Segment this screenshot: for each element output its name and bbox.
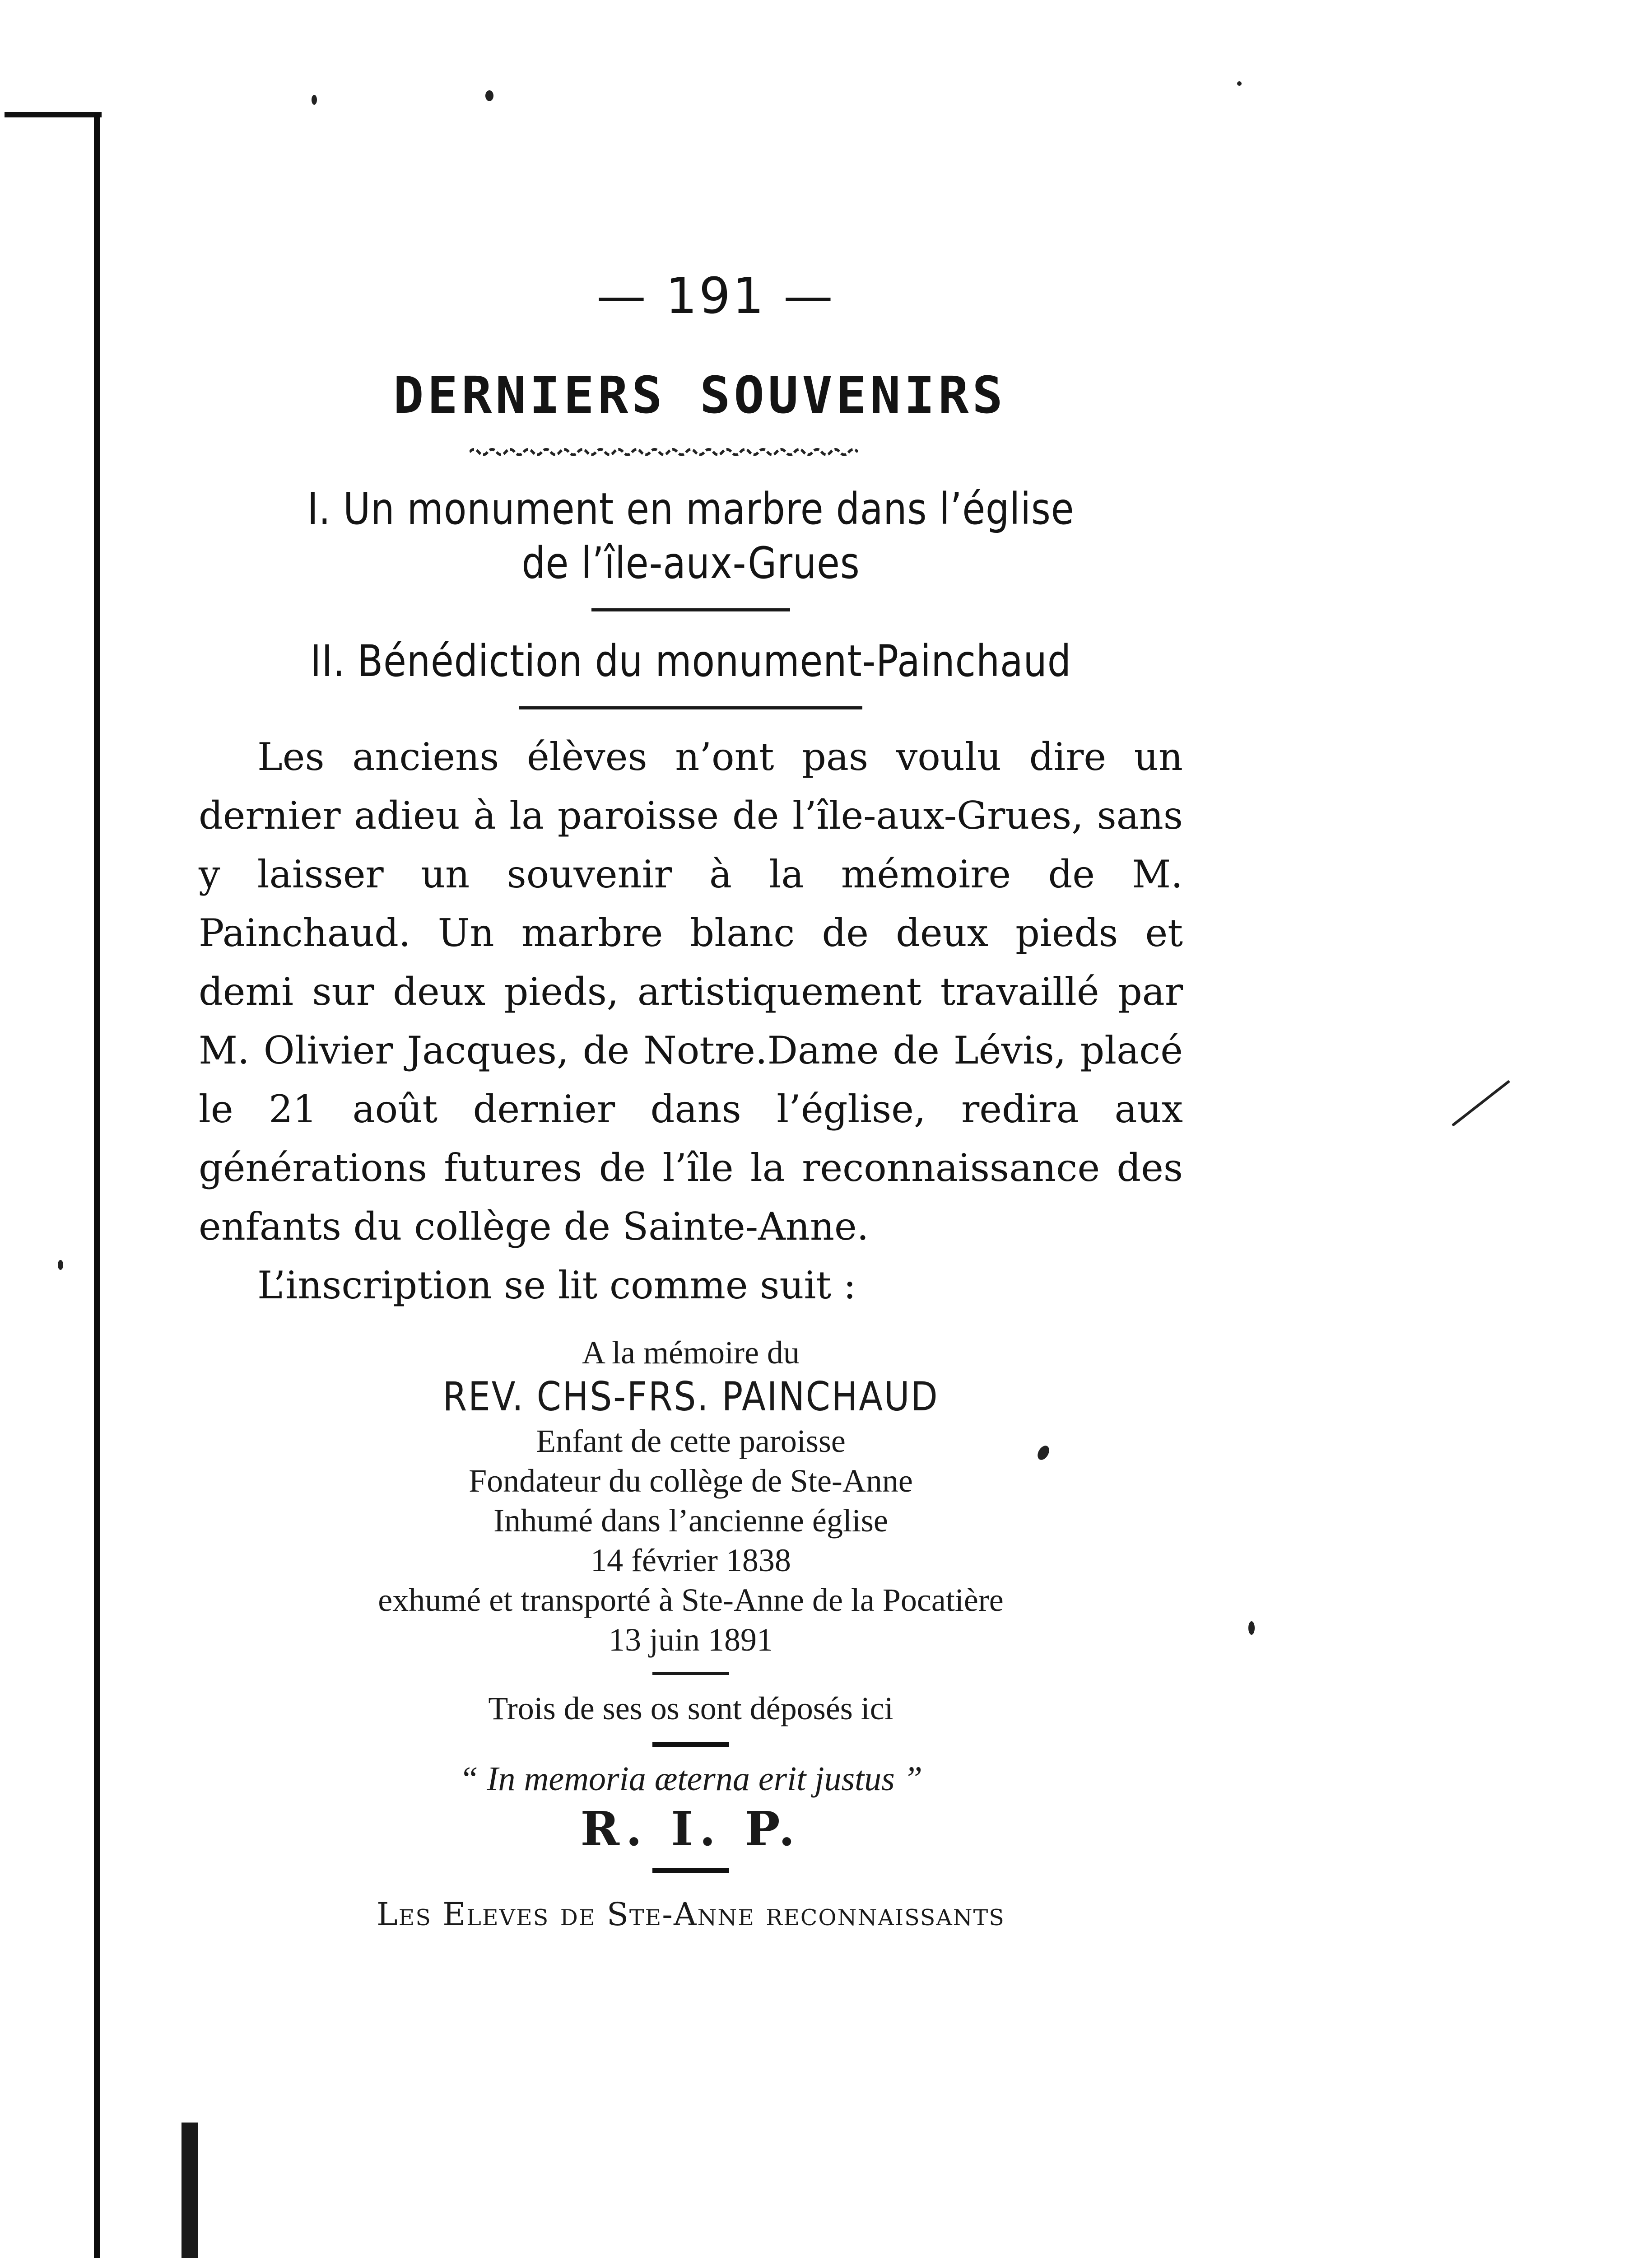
inscription-line: Enfant de cette paroisse: [536, 1423, 846, 1459]
paragraph: L’inscription se lit comme suit :: [257, 1263, 856, 1307]
inscription-line: 14 février 1838: [591, 1542, 791, 1578]
body-text: [199, 728, 1183, 1315]
inscription-divider: [652, 1742, 729, 1747]
inscription-latin: “ In memoria æterna erit justus ”: [459, 1760, 923, 1798]
heading-first-line1: I. Un monument en marbre dans l’église: [307, 484, 1075, 534]
scan-border-left: [94, 113, 100, 2258]
scan-speck: [1452, 1080, 1510, 1126]
section-title: DERNIERS SOUVENIRS: [393, 366, 1006, 425]
inscription: [199, 1333, 1183, 1933]
scan-speck: [1237, 81, 1242, 86]
inscription-signature: Les Eleves de Ste-Anne reconnaissants: [377, 1896, 1005, 1933]
inscription-line: exhumé et transporté à Ste-Anne de la Pocatière: [378, 1582, 1004, 1618]
heading-divider: [519, 706, 862, 709]
scan-border-smudge: [181, 2123, 198, 2258]
heading-divider: [591, 608, 790, 611]
inscription-line: Inhumé dans l’ancienne église: [493, 1502, 888, 1539]
inscription-divider: [652, 1672, 729, 1675]
scan-speck: [312, 95, 317, 105]
inscription-bones-note: Trois de ses os sont déposés ici: [488, 1690, 893, 1726]
inscription-rip: R. I. P.: [580, 1801, 801, 1857]
document-page: [199, 267, 1183, 1933]
heading-first-line2: de l’île-aux-Grues: [521, 538, 860, 588]
scan-speck: [58, 1260, 63, 1270]
scan-speck: [1248, 1621, 1255, 1635]
decorative-wavy-rule: [470, 446, 858, 457]
scan-border-top: [5, 112, 102, 117]
paragraph: Les anciens élèves n’ont pas voulu dire un dernier adieu à la paroisse de l’île-aux-Grues, sans y laisser un souvenir à la mémoire de M. Painchaud. Un marbre blanc de deux pieds et demi sur deux pieds, artistiquement travaillé par M. Olivier Jacques, de Notre.Dame de Lévis, placé le 21 août dernier dans l’église, redira aux générations futures de l’île la reconnaissance des enfants du collège de Sainte-Anne.: [199, 735, 1183, 1249]
inscription-divider: [652, 1868, 729, 1873]
scan-speck: [485, 90, 493, 101]
page-number: — 191 —: [596, 267, 835, 325]
inscription-name: REV. CHS-FRS. PAINCHAUD: [442, 1373, 939, 1420]
inscription-line: Fondateur du collège de Ste-Anne: [469, 1463, 913, 1499]
heading-second: II. Bénédiction du monument-Painchaud: [310, 636, 1071, 686]
inscription-line: A la mémoire du: [582, 1334, 800, 1371]
inscription-line: 13 juin 1891: [608, 1622, 773, 1658]
